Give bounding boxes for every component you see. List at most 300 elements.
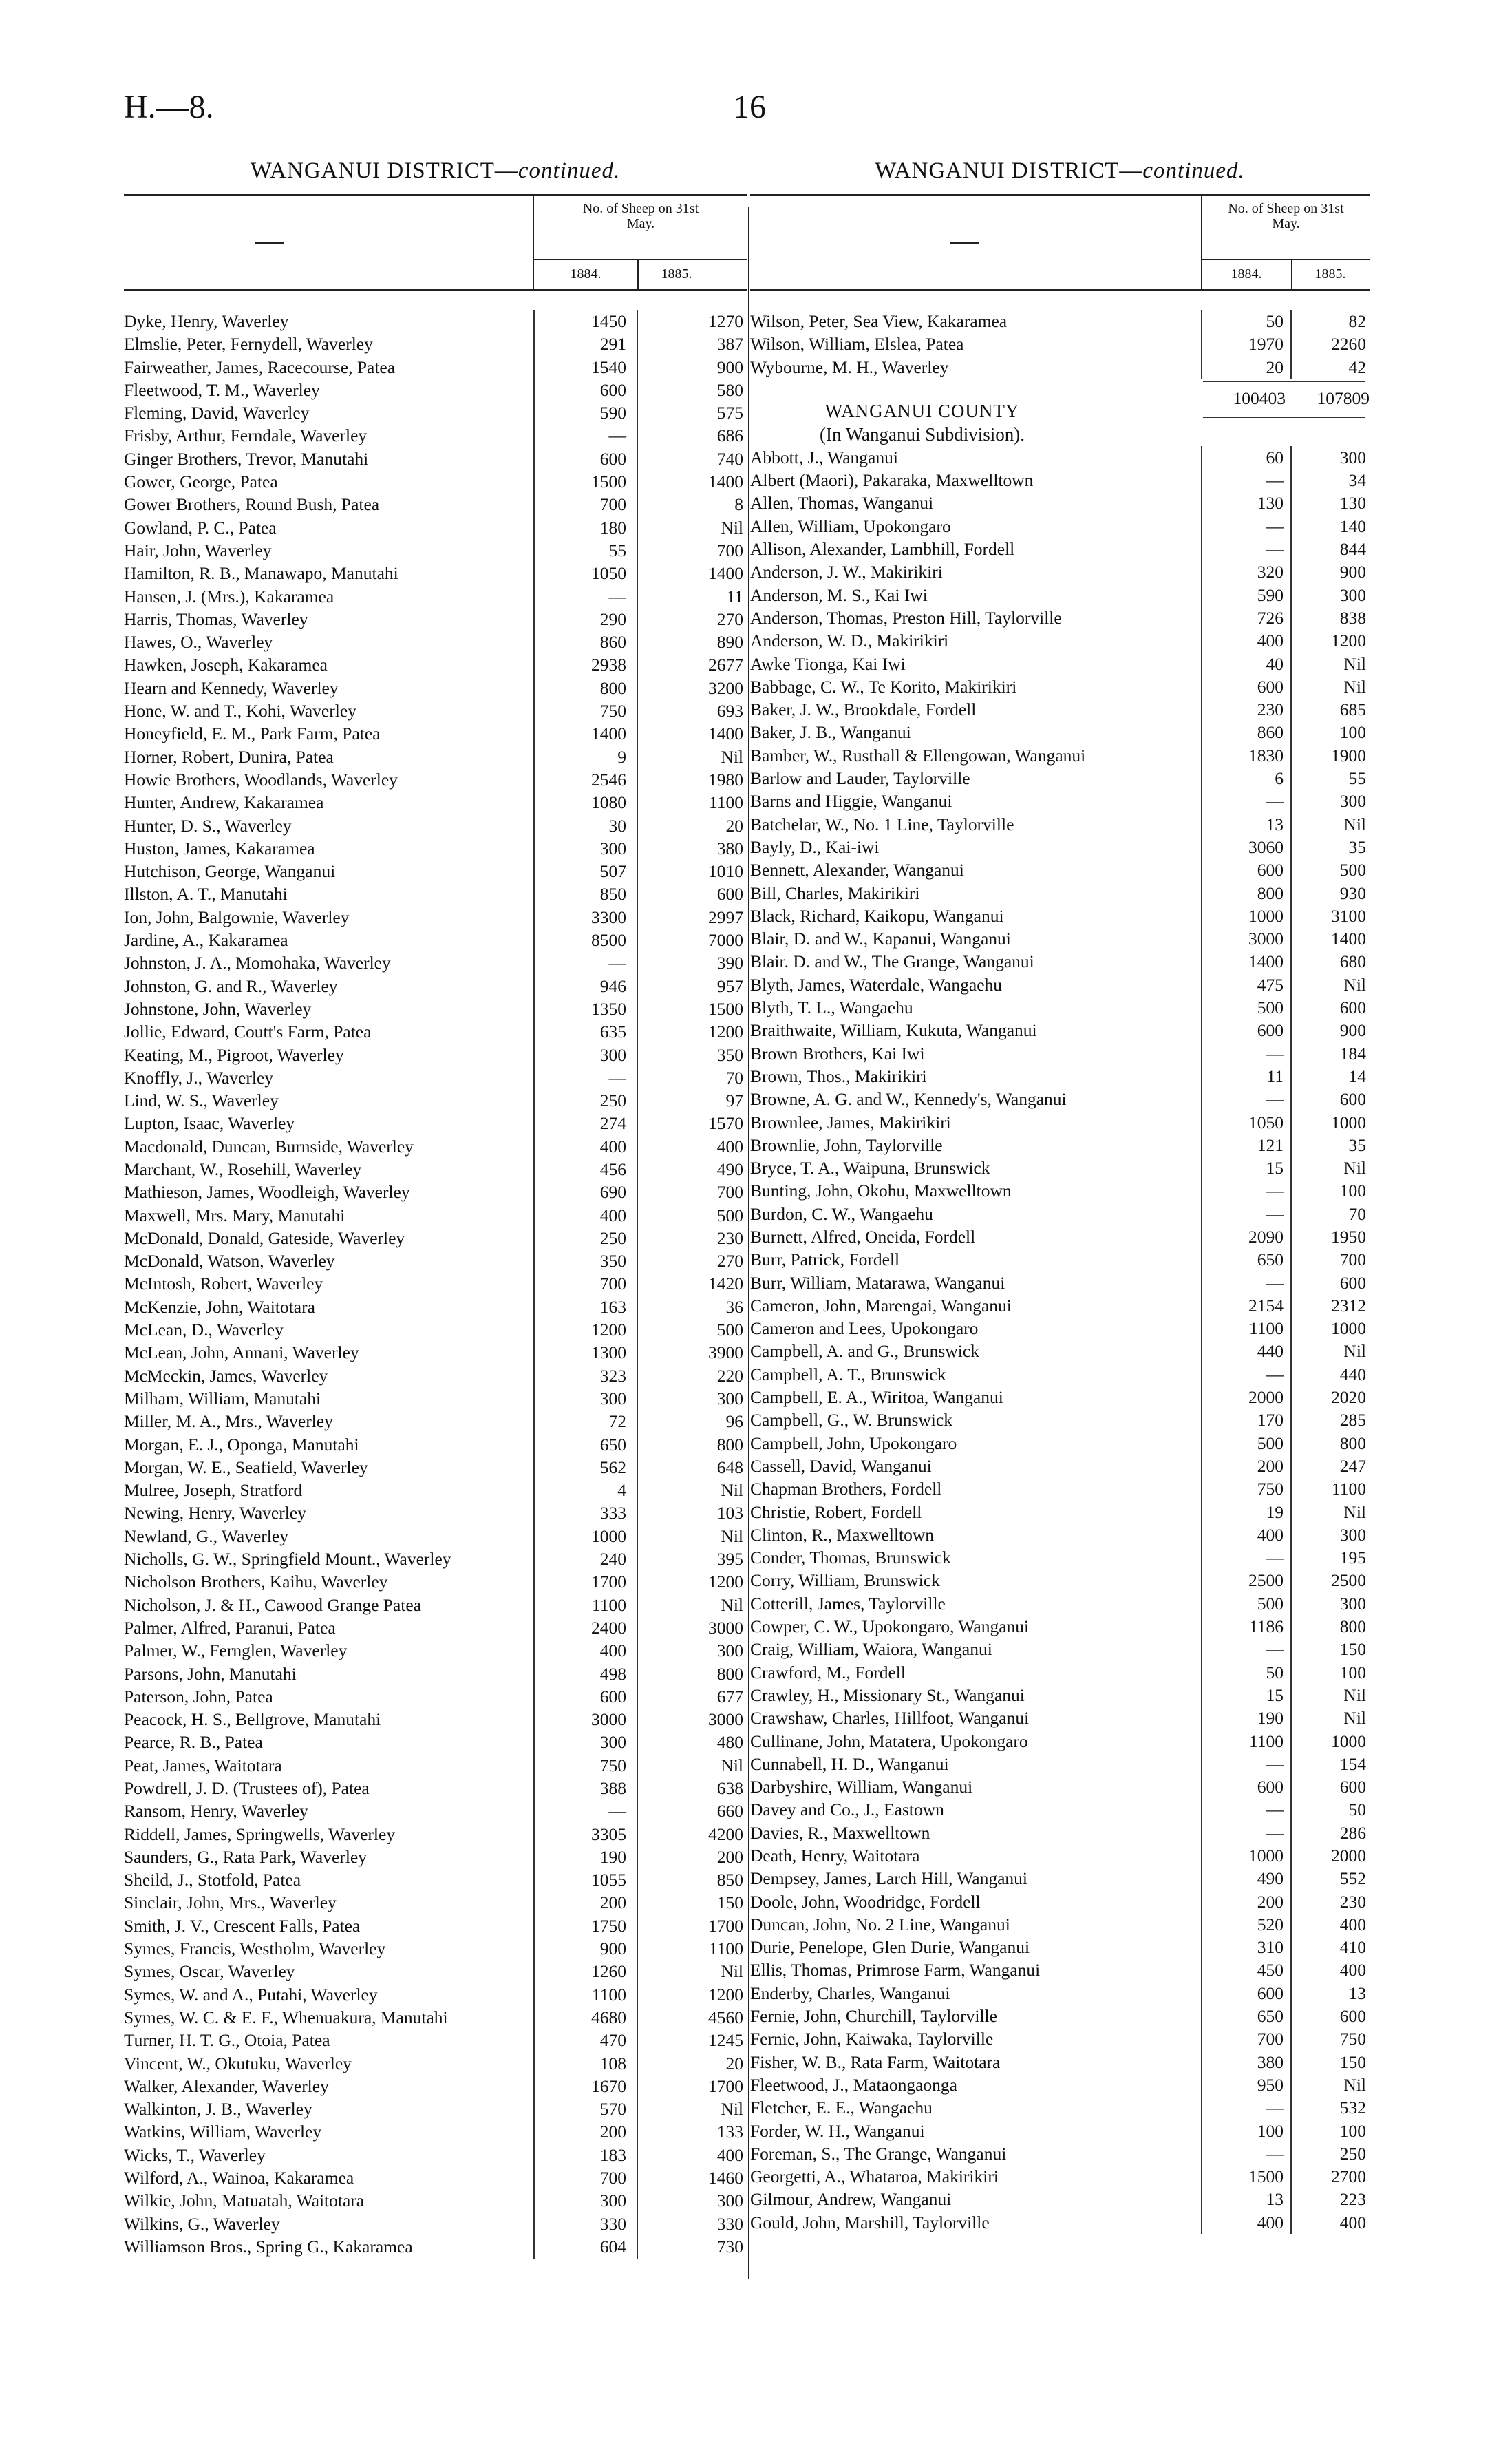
table-row [124,1639,747,1662]
owner-name: Allen, Thomas, Wanganui [750,493,934,514]
owner-name: Anderson, Thomas, Preston Hill, Taylorville [750,607,1062,628]
sheep-1885: 50 [1348,1799,1366,1820]
table-row [124,1204,747,1227]
sheep-1884: 650 [1257,1249,1284,1270]
sheep-1885: 1270 [708,311,743,331]
owner-name: Watkins, William, Waverley [124,2122,322,2142]
right-sheep-caption: No. of Sheep on 31st May. [1228,201,1344,231]
owner-name: Gowland, P. C., Patea [124,517,277,538]
sheep-1885: 300 [1339,584,1366,605]
owner-name: Symes, W. and A., Putahi, Waverley [124,1984,378,2005]
table-row [750,310,1370,332]
table-row [124,1868,747,1891]
sheep-1884: — [608,1801,626,1822]
owner-name: Symes, W. C. & E. F., Whenuakura, Manutahi [124,2007,448,2027]
sheep-1884: — [1266,2143,1284,2164]
sheep-1884: 2000 [1248,1387,1284,1408]
owner-name: Hair, John, Waverley [124,540,272,560]
sheep-1885: 387 [716,334,743,355]
sheep-1884: 946 [599,975,626,996]
sheep-1885: 2700 [1331,2166,1366,2187]
table-row [124,677,747,699]
table-row [124,1960,747,1983]
sheep-1885: 13 [1348,1983,1366,2003]
sheep-1884: 500 [1257,997,1284,1018]
column-rule [533,310,535,2259]
sheep-1884: 600 [1257,860,1284,880]
sheep-1885: 230 [716,1227,743,1248]
sheep-1884: 183 [599,2144,626,2165]
sheep-1884: — [1266,539,1284,560]
owner-name: Wybourne, M. H., Waverley [750,357,949,377]
sheep-1885: 552 [1339,1868,1366,1889]
table-row [124,1799,747,1822]
owner-name: Davey and Co., J., Eastown [750,1799,944,1820]
owner-name: Wilson, Peter, Sea View, Kakaramea [750,311,1008,331]
sheep-1885: 150 [1339,1639,1366,1660]
sheep-1885: Nil [721,1525,743,1546]
sheep-1884: 163 [599,1296,626,1317]
owner-name: Barlow and Lauder, Taylorville [750,768,970,789]
owner-name: Saunders, G., Rata Park, Waverley [124,1846,367,1867]
sheep-1885: 220 [716,1365,743,1386]
owner-name: Fleetwood, J., Mataongaonga [750,2074,957,2095]
table-row [124,814,747,837]
table-row [124,1479,747,1501]
sheep-1884: 498 [599,1663,626,1684]
owner-name: Mathieson, James, Woodleigh, Waverley [124,1182,410,1203]
sheep-1885: 35 [1348,1134,1366,1155]
owner-name: Johnston, J. A., Momohaka, Waverley [124,953,391,973]
sheep-1884: 291 [599,334,626,355]
owner-name: Williamson Bros., Spring G., Kakaramea [124,2236,413,2257]
table-row [750,1157,1370,1179]
sheep-1885: 130 [1339,493,1366,514]
table-row [750,1661,1370,1684]
sheep-1885: 400 [1339,1960,1366,1981]
table-row [124,2213,747,2235]
owner-name: Foreman, S., The Grange, Wanganui [750,2143,1007,2164]
sheep-1885: Nil [721,1755,743,1775]
table-row [750,813,1370,836]
table-row [124,1272,747,1295]
sheep-1884: 700 [599,494,626,515]
owner-name: Newland, G., Waverley [124,1525,288,1546]
owner-name: Bill, Charles, Makirikiri [750,883,920,903]
sheep-1884: 1830 [1248,745,1284,766]
right-year-1885: 1885. [1314,266,1346,282]
sheep-1884: 562 [599,1457,626,1477]
sheep-1885: 490 [716,1159,743,1179]
table-row [124,1135,747,1158]
owner-name: Burnett, Alfred, Oneida, Fordell [750,1226,976,1247]
table-row [750,905,1370,927]
sheep-1885: 660 [716,1801,743,1822]
owner-name: Fleming, David, Waverley [124,403,310,423]
sheep-1884: 250 [599,1090,626,1111]
sheep-1885: 957 [716,975,743,996]
sheep-1885: Nil [1343,1708,1366,1729]
owner-name: Peat, James, Waitotara [124,1755,282,1775]
left-sheep-count-group [533,196,747,289]
owner-name: Chapman Brothers, Fordell [750,1479,942,1499]
owner-name: Harris, Thomas, Waverley [124,609,308,629]
table-row [750,1615,1370,1638]
table-row [124,1662,747,1685]
sheep-1884: 800 [599,677,626,698]
sheep-1884: — [1266,1822,1284,1843]
table-row [124,1181,747,1203]
owner-name: Jardine, A., Kakaramea [124,930,288,951]
sheep-1885: 4560 [708,2007,743,2027]
table-row [750,1432,1370,1455]
table-row [750,675,1370,698]
sheep-1884: 50 [1266,1662,1284,1682]
sheep-1885: Nil [1343,2074,1366,2095]
table-row [750,744,1370,767]
sheep-1885: 440 [1339,1364,1366,1384]
sheep-1885: 36 [725,1296,743,1317]
owner-name: Hawes, O., Waverley [124,632,273,653]
owner-name: McIntosh, Robert, Waverley [124,1274,323,1294]
right-sheep-count-group [1201,196,1370,289]
sheep-1885: 330 [716,2213,743,2234]
sheep-1884: 1750 [591,1915,626,1936]
table-row [750,927,1370,950]
sheep-1885: 3100 [1331,905,1366,926]
table-row [124,608,747,631]
sheep-1884: 1100 [591,1594,626,1615]
table-row [124,746,747,768]
owner-name: Pearce, R. B., Patea [124,1732,263,1753]
owner-name: Elmslie, Peter, Fernydell, Waverley [124,334,373,355]
sheep-1884: 600 [599,379,626,400]
table-row [124,951,747,974]
owner-name: Cunnabell, H. D., Wanganui [750,1753,949,1774]
sheep-1884: 170 [1257,1410,1284,1430]
table-row [124,1456,747,1479]
sheep-1885: Nil [1343,1341,1366,1362]
owner-name: Ellis, Thomas, Primrose Farm, Wanganui [750,1960,1041,1981]
table-row [750,1363,1370,1386]
sheep-1885: 1400 [708,472,743,492]
sheep-1885: 750 [1339,2029,1366,2049]
sheep-1884: 1080 [591,792,626,813]
sheep-1885: 3000 [708,1709,743,1730]
left-column-title [124,158,747,194]
sheep-1884: 200 [599,1892,626,1913]
owner-name: Fairweather, James, Racecourse, Patea [124,357,396,377]
sheep-1885: 2312 [1331,1295,1366,1316]
sheep-1885: 500 [716,1320,743,1340]
table-row [750,332,1370,355]
owner-name: Bennett, Alexander, Wanganui [750,860,964,880]
table-row [124,1846,747,1868]
sheep-1885: 1400 [1331,929,1366,949]
sheep-1885: Nil [1343,1685,1366,1705]
sheep-1884: 650 [1257,2006,1284,2027]
sheep-1885: 1000 [1331,1731,1366,1751]
sheep-1884: 200 [1257,1455,1284,1476]
column-rule [1201,446,1202,2234]
owner-name: Awke Tionga, Kai Iwi [750,653,906,674]
sheep-1884: — [1266,791,1284,812]
owner-name: Sinclair, John, Mrs., Waverley [124,1892,337,1913]
sheep-1884: 1450 [591,311,626,331]
owner-name: Wilkins, G., Waverley [124,2213,280,2234]
table-row [750,1042,1370,1065]
sheep-1884: 456 [599,1159,626,1179]
table-row [124,1387,747,1410]
owner-name: Wilson, William, Elslea, Patea [750,334,964,355]
owner-name: Knoffly, J., Waverley [124,1067,274,1088]
sheep-1884: 13 [1266,814,1284,834]
owner-name: Cameron, John, Marengai, Wanganui [750,1295,1012,1316]
owner-name: Burr, Patrick, Fordell [750,1249,900,1270]
sheep-1885: 247 [1339,1455,1366,1476]
owner-name: Batchelar, W., No. 1 Line, Taylorville [750,814,1014,834]
sheep-1884: 1200 [591,1320,626,1340]
owner-name: Enderby, Charles, Wanganui [750,1983,950,2003]
owner-name: Ginger Brothers, Trevor, Manutahi [124,448,369,469]
sheep-1884: 200 [1257,1891,1284,1912]
sheep-1884: 350 [599,1251,626,1271]
sheep-1885: 900 [716,357,743,377]
owner-name: Blair. D. and W., The Grange, Wanganui [750,951,1034,972]
sheep-1884: 1100 [1248,1731,1284,1751]
sheep-1884: 1500 [591,472,626,492]
sheep-1884: — [1266,1548,1284,1568]
column-rule [1290,310,1292,379]
sheep-1884: 3000 [591,1709,626,1730]
sheep-1884: 1400 [591,724,626,744]
sheep-1884: 323 [599,1365,626,1386]
sheep-1884: 1050 [1248,1112,1284,1132]
sheep-1885: 2020 [1331,1387,1366,1408]
sheep-1884: — [1266,2098,1284,2118]
owner-name: Georgetti, A., Whataroa, Makirikiri [750,2166,999,2187]
table-row [124,2075,747,2098]
sheep-1884: 300 [599,838,626,858]
owner-name: Hutchison, George, Wanganui [124,861,336,882]
sheep-1885: 500 [716,1205,743,1225]
table-row [124,1594,747,1616]
owner-name: Walker, Alexander, Waverley [124,2076,329,2096]
sheep-1885: 2500 [1331,1570,1366,1591]
owner-name: McDonald, Watson, Waverley [124,1251,335,1271]
sheep-1885: 154 [1339,1753,1366,1774]
owner-name: Duncan, John, No. 2 Line, Wanganui [750,1914,1010,1934]
table-row [124,768,747,791]
sheep-1884: 1050 [591,563,626,584]
table-row [124,1685,747,1708]
owner-name: Fleetwood, T. M., Waverley [124,379,320,400]
table-row [124,975,747,997]
table-row [750,2005,1370,2027]
owner-name: Miller, M. A., Mrs., Waverley [124,1411,333,1432]
sheep-1885: 900 [1339,562,1366,582]
sheep-1885: 223 [1339,2189,1366,2210]
sheep-1885: 700 [716,1182,743,1203]
table-row [750,698,1370,721]
right-title-main: WANGANUI DISTRICT— [875,158,1143,183]
sheep-1885: 270 [716,609,743,629]
owner-name: Mulree, Joseph, Stratford [124,1480,303,1501]
owner-name: Lupton, Isaac, Waverley [124,1113,295,1134]
table-row [124,1044,747,1066]
sheep-1885: 100 [1339,2120,1366,2141]
sheep-1884: 230 [1257,699,1284,720]
sheep-1884: 3305 [591,1824,626,1844]
sheep-1884: 2154 [1248,1295,1284,1316]
sheep-1885: 638 [716,1778,743,1798]
sheep-1884: 900 [599,1939,626,1959]
sheep-1885: 400 [716,2144,743,2165]
sheep-1885: 300 [716,2190,743,2211]
owner-name: Doole, John, Woodridge, Fordell [750,1891,981,1912]
owner-name: Cassell, David, Wanganui [750,1455,932,1476]
sheep-1885: 2000 [1331,1846,1366,1866]
table-row [750,1225,1370,1248]
owner-name: Palmer, Alfred, Paranui, Patea [124,1617,336,1638]
sheep-1884: — [1266,1203,1284,1224]
sheep-1884: 1000 [591,1525,626,1546]
table-row [124,379,747,401]
sheep-1885: 740 [716,448,743,469]
sheep-1884: 1700 [591,1572,626,1592]
sheep-1884: — [1266,1089,1284,1110]
sheep-1884: 20 [1266,357,1284,377]
sheep-1885: 600 [1339,1777,1366,1797]
sheep-1885: 600 [1339,997,1366,1018]
sheep-1885: 133 [716,2122,743,2142]
right-year-row [1202,259,1370,290]
sheep-1884: 1500 [1248,2166,1284,2187]
table-row [750,629,1370,652]
owner-name: Anderson, W. D., Makirikiri [750,631,949,651]
sheep-1885: 500 [1339,860,1366,880]
owner-name: Turner, H. T. G., Otoia, Patea [124,2030,330,2051]
table-row [750,606,1370,629]
table-row [750,1134,1370,1157]
sheep-1885: 2997 [708,907,743,927]
county-subtitle: (In Wanganui Subdivision). [819,423,1025,445]
sheep-1885: 1420 [708,1274,743,1294]
table-row [124,1364,747,1387]
left-title-italic: continued. [518,158,621,183]
left-sheep-caption: No. of Sheep on 31st May. [582,201,699,231]
table-row [124,1754,747,1777]
sheep-1884: 475 [1257,974,1284,995]
table-row [750,1638,1370,1660]
sheep-1884: 1300 [591,1342,626,1363]
sheep-1885: 1400 [708,724,743,744]
table-row [124,1227,747,1249]
table-row [124,1548,747,1570]
sheep-1884: 310 [1257,1937,1284,1958]
sheep-1884: 2090 [1248,1226,1284,1247]
owner-name: Symes, Francis, Westholm, Waverley [124,1939,386,1959]
sheep-1884: 600 [1257,676,1284,697]
sheep-1884: — [1266,1181,1284,1201]
table-row [124,1296,747,1318]
sheep-1884: — [1266,1364,1284,1384]
table-row [750,446,1370,469]
owner-name: Hearn and Kennedy, Waverley [124,677,339,698]
table-row [750,2211,1370,2234]
sheep-1885: 390 [716,953,743,973]
sheep-1885: 580 [716,379,743,400]
sheep-1885: 82 [1348,311,1366,331]
owner-name: Riddell, James, Springwells, Waverley [124,1824,396,1844]
table-row [750,2188,1370,2210]
sheep-1885: 1100 [1331,1479,1366,1499]
owner-name: Crawshaw, Charles, Hillfoot, Wanganui [750,1708,1030,1729]
table-row [124,699,747,722]
sheep-1885: 300 [1339,1593,1366,1614]
table-row [750,1707,1370,1729]
sheep-1884: 333 [599,1503,626,1523]
table-row [124,631,747,653]
table-row [124,1708,747,1731]
sheep-1885: 7000 [708,930,743,951]
sheep-1885: 1200 [708,1984,743,2005]
table-row [750,584,1370,606]
sheep-1884: 950 [1257,2074,1284,2095]
sheep-1884: — [1266,1639,1284,1660]
sheep-1885: 600 [1339,1272,1366,1293]
sheep-1884: 15 [1266,1685,1284,1705]
table-row [124,332,747,355]
table-row [124,1341,747,1364]
sheep-1884: 860 [599,632,626,653]
owner-name: Maxwell, Mrs. Mary, Manutahi [124,1205,345,1225]
sheep-1885: 230 [1339,1891,1366,1912]
owner-name: Cameron and Lees, Upokongaro [750,1318,979,1339]
sheep-1884: 570 [599,2099,626,2120]
sheep-1884: 490 [1257,1868,1284,1889]
sheep-1885: 532 [1339,2098,1366,2118]
sheep-1885: 700 [716,540,743,560]
table-row [750,2165,1370,2188]
sheep-1884: 450 [1257,1960,1284,1981]
sheep-1885: 700 [1339,1249,1366,1270]
sheep-1884: 9 [617,746,626,767]
right-table-body-top [750,310,1370,379]
sheep-1885: 150 [1339,2051,1366,2072]
table-row [124,1410,747,1433]
table-row [750,1730,1370,1753]
sheep-1884: 320 [1257,562,1284,582]
table-row [750,1775,1370,1798]
sheep-1885: Nil [1343,653,1366,674]
table-row [124,1914,747,1937]
left-title-main: WANGANUI DISTRICT— [250,158,518,183]
table-row [124,1983,747,2006]
table-row [124,1777,747,1799]
sheep-1884: — [1266,1272,1284,1293]
table-row [124,1570,747,1593]
sheep-1884: — [1266,1043,1284,1064]
owner-name: Browne, A. G. and W., Kennedy's, Wanganui [750,1089,1067,1110]
table-row [750,1958,1370,1981]
owner-name: Davies, R., Maxwelltown [750,1822,930,1843]
sheep-1884: 30 [608,815,626,836]
sheep-1884: 190 [599,1846,626,1867]
sheep-1884: 1400 [1248,951,1284,972]
sheep-1884: 400 [1257,1524,1284,1545]
table-row [750,1455,1370,1477]
